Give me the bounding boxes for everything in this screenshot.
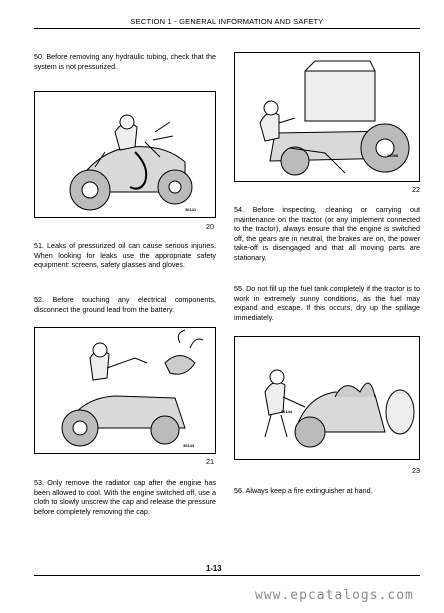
paragraph-55: 55. Do not fill up the fuel tank completely if the tractor is to work in extremely sunny conditions, as the fuel may expand and escape. If this occurs, dry up the spillage immediately.	[234, 284, 420, 322]
paragraph-56: 56. Always keep a fire extinguisher at hand.	[234, 486, 373, 495]
figure-23-number: 23	[412, 466, 420, 475]
fire-extinguisher-illustration	[235, 337, 420, 460]
mechanic-hydraulic-illustration	[35, 92, 216, 218]
paragraph-50: 50. Before removing any hydraulic tubing, check that the system is not pressurized.	[34, 52, 216, 71]
page-number: 1-13	[206, 564, 222, 573]
paragraph-53: 53. Only remove the radiator cap after the engine has been allowed to cool. With the engine switched off, use a cloth to slowly unscrew the cap and release the pressure before completely removing the cap.	[34, 478, 216, 516]
mechanic-battery-illustration	[35, 328, 216, 454]
footer-divider	[34, 575, 420, 576]
figure-20-number: 20	[206, 222, 214, 231]
header-divider	[34, 28, 420, 29]
figure-23	[234, 336, 420, 460]
watermark-text: www.epcatalogs.com	[255, 588, 414, 603]
figure-21	[34, 327, 216, 454]
paragraph-51: 51. Leaks of pressurized oil can cause serious injuries. When looking for leaks use the appropriate safety equipment: screens, safety glasses and gloves.	[34, 241, 216, 270]
paragraph-54: 54. Before inspecting, cleaning or carrying out maintenance on the tractor (or any implement connected to the tractor), always ensure that the engine is switched off, the gears are in neutral, the brakes are on, the power take-off is disengaged and that all moving parts are stationary.	[234, 205, 420, 262]
figure-21-number: 21	[206, 457, 214, 466]
page-header: SECTION 1 - GENERAL INFORMATION AND SAFETY	[130, 17, 324, 26]
figure-21-code: 36143	[183, 443, 195, 448]
paragraph-52: 52. Before touching any electrical components, disconnect the ground lead from the battery.	[34, 295, 216, 314]
tractor-maintenance-illustration	[235, 53, 420, 182]
figure-23-code: 36144	[281, 409, 293, 414]
figure-20	[34, 91, 216, 218]
figure-22-code: 36098	[387, 153, 399, 158]
figure-20-code: 36141	[185, 207, 197, 212]
figure-22-number: 22	[412, 185, 420, 194]
figure-22	[234, 52, 420, 182]
